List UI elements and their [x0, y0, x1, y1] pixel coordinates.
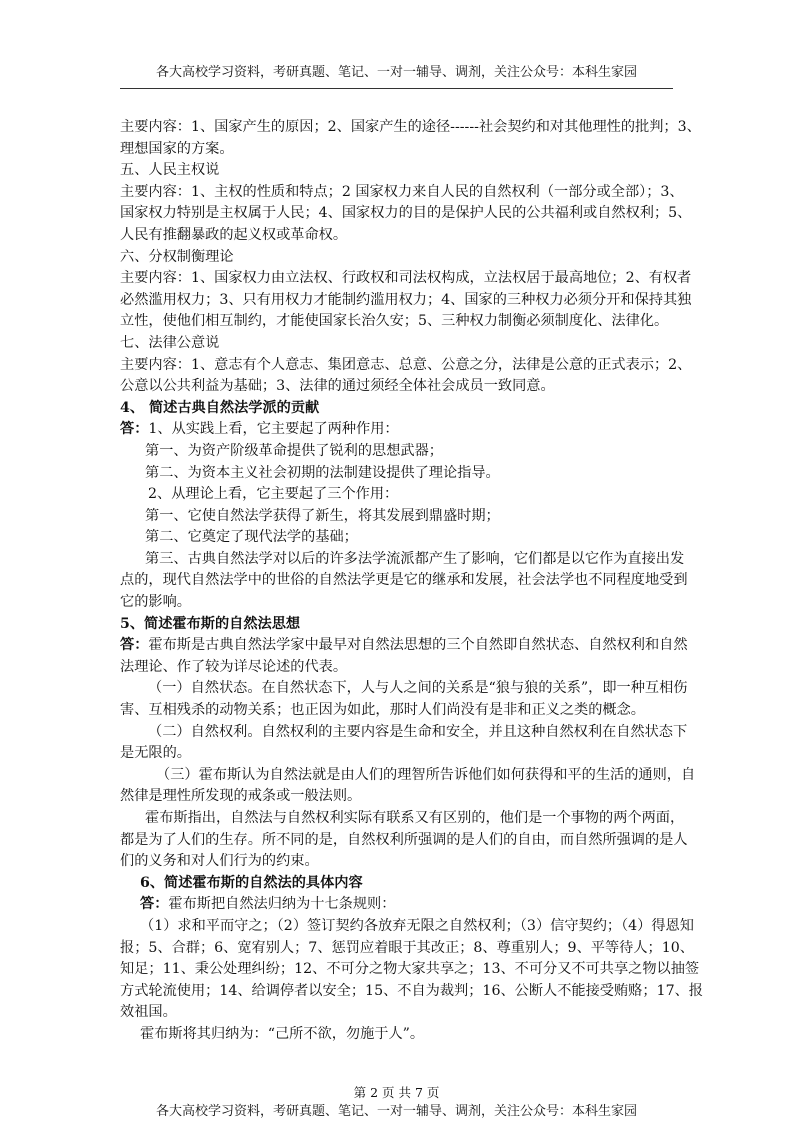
text-line: 霍布斯把自然法归纳为十七条规则：: [168, 896, 396, 913]
page-number: 第 2 页 共 7 页: [353, 1085, 440, 1100]
text-line: 点的，现代自然法学中的世俗的自然法学更是它的继承和发展，社会法学也不同程度地受到: [120, 572, 688, 589]
text-line: 公意以公共利益为基础；3、法律的通过须经全体社会成员一致同意。: [120, 378, 555, 395]
question-heading: 4、 简述古典自然法学派的贡献: [120, 399, 320, 416]
text-line: 立性，使他们相互制约，才能使国家长治久安；5、三种权力制衡必须制度化、法律化。: [120, 313, 669, 330]
text-line: 们的义务和对人们行为的约束。: [120, 853, 319, 870]
page-header: 各大高校学习资料，考研真题、笔记、一对一辅导、调剂，关注公众号：本科生家园: [155, 65, 637, 80]
section-heading: 六、分权制衡理论: [120, 248, 234, 265]
page-footer: 各大高校学习资料，考研真题、笔记、一对一辅导、调剂，关注公众号：本科生家园: [155, 1104, 637, 1119]
text-line: 霍布斯将其归纳为：“己所不欲，勿施于人”。: [140, 1025, 425, 1042]
text-line: 是无限的。: [120, 745, 191, 762]
answer-label: 答：: [120, 421, 149, 438]
text-line: 第一、它使自然法学获得了新生，将其发展到鼎盛时期；: [145, 507, 500, 524]
text-line: 主要内容：1、国家产生的原因；2、国家产生的途径------社会契约和对其他理性的批判；3、: [120, 119, 701, 135]
text-line: 第一、为资产阶级革命提供了锐利的思想武器；: [145, 442, 443, 459]
text-line: 主要内容：1、主权的性质和特点；2 国家权力来自人民的自然权利（一部分或全部）；3、: [120, 183, 684, 200]
section-heading: 七、法律公意说: [120, 334, 220, 351]
text-line: 第二、它奠定了现代法学的基础；: [145, 529, 358, 546]
header-rule: [120, 88, 673, 89]
text-line: 它的影响。: [120, 594, 191, 611]
text-line: 国家权力特别是主权属于人民；4、国家权力的目的是保护人民的公共福利或自然权利；5、: [120, 205, 692, 222]
text-line: （一）自然状态。在自然状态下，人与人之间的关系是“狼与狼的关系”，即一种互相伤: [148, 680, 688, 697]
answer-label: 答：: [120, 637, 149, 654]
text-line: 效祖国。: [120, 1004, 177, 1021]
document-body: [120, 117, 703, 1046]
text-line: 理想国家的方案。: [120, 140, 234, 157]
text-line: 人民有推翻暴政的起义权或革命权。: [120, 226, 348, 243]
section-heading: 五、人民主权说: [120, 162, 220, 179]
text-line: 都是为了人们的生存。所不同的是，自然权利所强调的是人们的自由，而自然所强调的是人: [120, 831, 688, 848]
text-line: 主要内容：1、意志有个人意志、集团意志、总意、公意之分，法律是公意的正式表示；2、: [120, 356, 692, 373]
text-line: 第三、古典自然法学对以后的许多法学流派都产生了影响，它们都是以它作为直接出发: [145, 550, 685, 567]
text-line: 法理论、作了较为详尽论述的代表。: [120, 658, 348, 675]
text-line: 2、从理论上看，它主要起了三个作用：: [148, 486, 399, 503]
question-heading: 6、简述霍布斯的自然法的具体内容: [140, 874, 363, 891]
text-line: 主要内容：1、国家权力由立法权、行政权和司法权构成，立法权居于最高地位；2、有权者: [120, 270, 692, 287]
answer-label: 答：: [140, 896, 169, 913]
text-line: 霍布斯指出，自然法与自然权利实际有联系又有区别的，他们是一个事物的两个两面，: [145, 810, 685, 826]
text-line: （三）霍布斯认为自然法就是由人们的理智所告诉他们如何获得和平的生活的通则，自: [156, 766, 696, 783]
text-line: 第二、为资本主义社会初期的法制建设提供了理论指导。: [145, 464, 500, 481]
text-line: （二）自然权利。自然权利的主要内容是生命和安全，并且这种自然权利在自然状态下: [148, 723, 688, 740]
text-line: 必然滥用权力；3、只有用权力才能制约滥用权力；4、国家的三种权力必须分开和保持其独: [120, 291, 692, 308]
text-line: 知足；11、秉公处理纠纷；12、不可分之物大家共享之；13、不可分又不可共享之物以抽签: [120, 961, 700, 978]
text-line: 方式轮流使用；14、给调停者以安全；15、不自为裁判；16、公断人不能接受贿赂；17、报: [120, 982, 703, 999]
text-line: 害、互相残杀的动物关系；也正因为如此，那时人们尚没有是非和正义之类的概念。: [120, 702, 645, 719]
text-line: 霍布斯是古典自然法学家中最早对自然法思想的三个自然即自然状态、自然权利和自然: [148, 637, 688, 654]
text-line: 报；5、合群；6、宽宥别人；7、惩罚应着眼于其改正；8、尊重别人；9、平等待人；10、: [120, 939, 694, 956]
text-line: （1）求和平而守之；（2）签订契约各放弃无限之自然权利；（3）信守契约；（4）得恩知: [140, 917, 694, 934]
text-line: 然律是理性所发现的戒条或一般法则。: [120, 788, 362, 805]
text-line: 1、从实践上看，它主要起了两种作用：: [148, 421, 399, 438]
question-heading: 5、简述霍布斯的自然法思想: [120, 615, 301, 632]
